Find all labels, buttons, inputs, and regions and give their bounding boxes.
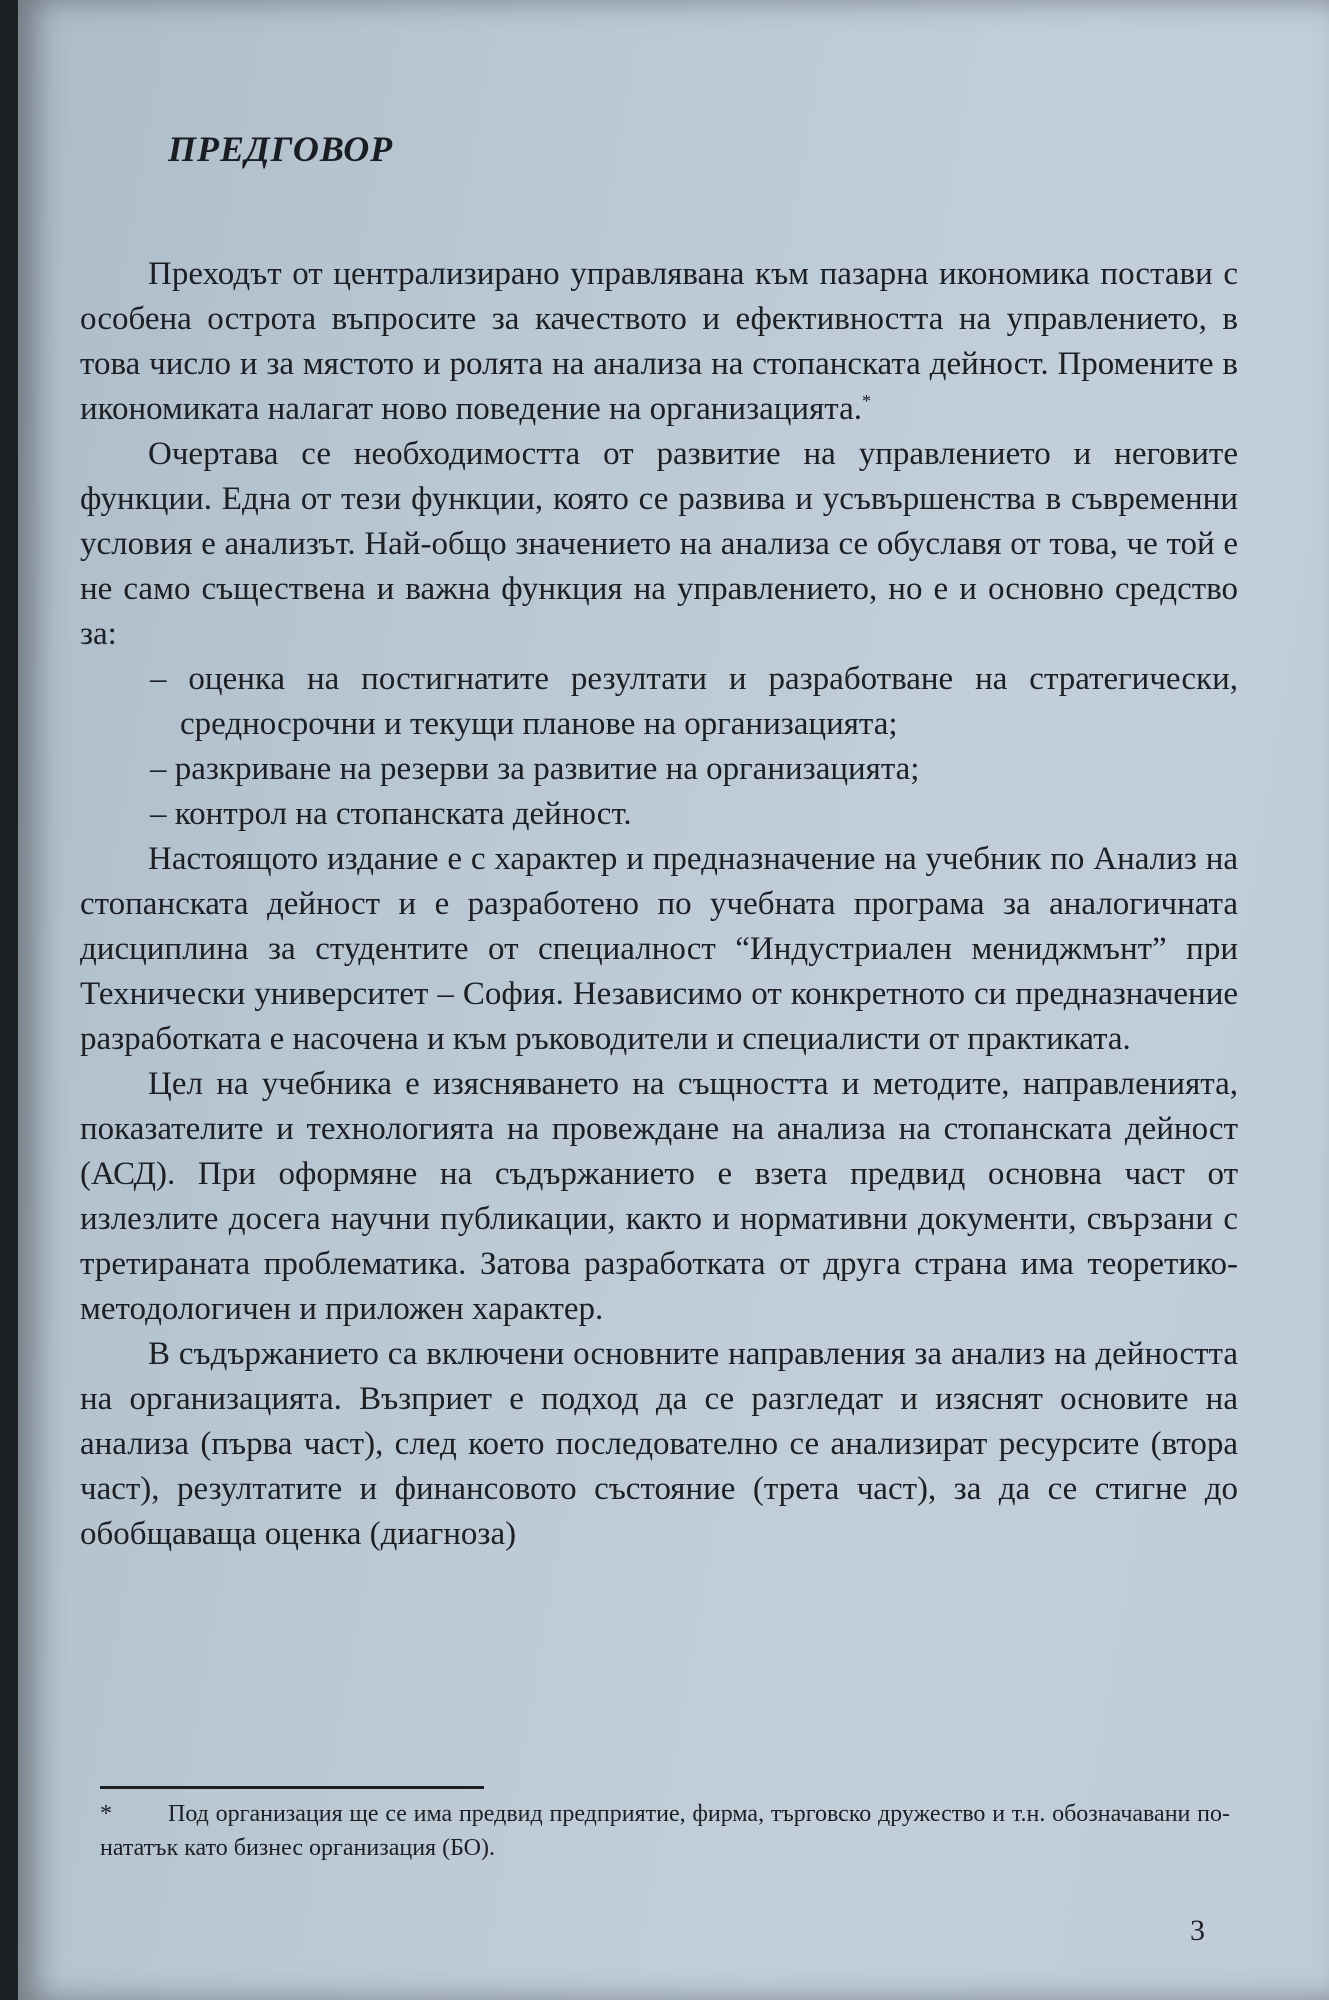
- book-page: [18, 0, 1329, 2000]
- page-number: 3: [1190, 1914, 1205, 1947]
- page-heading: ПРЕДГОВОР: [168, 129, 394, 169]
- paragraph-3: Настоящото издание е с характер и предназначение на учебник по Анализ на стопанската дейност и е разработено по учебната програма за аналогичната дисциплина за студентите от специалност “Индустриален мениджмънт” при Технически университет – София. Независимо от конкретното си предназначение разработката е насочена и към ръководители и специалисти от практиката.: [80, 841, 1238, 1057]
- paragraph-1-text: Преходът от централизирано управлявана към пазарна икономика постави с особена острота въпросите за качеството и ефективността на управлението, в това число и за мястото и ролята на анализа на стопанската дейност. Промените в икономиката налагат ново поведение на организацията.: [80, 256, 1238, 427]
- paragraph-5: В съдържанието са включени основните направления за анализ на дейността на организацията. Възприет е подход да се разгледат и изяснят основите на анализа (първа част), след което последователно се анализират ресурсите (втора част), резултатите и финансовото състояние (трета част), за да се стигне до обобщаваща оценка (диагноза): [80, 1336, 1238, 1552]
- footnote: [100, 1797, 1230, 1865]
- paragraph-2: Очертава се необходимостта от развитие на управлението и неговите функции. Една от тези функции, която се развива и усъвършенства в съвременни условия е анализът. Най-общо значението на анализа се обуславя от това, че той е не само съществена и важна функция на управлението, но е и основно средство за:: [80, 436, 1238, 652]
- bullet-list: [80, 657, 1238, 837]
- paragraph-4: Цел на учебника е изясняването на същността и методите, направленията, показателите и технологията на провеждане на анализа на стопанската дейност (АСД). При оформяне на съдържанието е взета предвид основна част от излезлите досега научни публикации, както и нормативни документи, свързани с третираната проблематика. Затова разработката от друга страна има теоретико-методологичен и приложен характер.: [80, 1066, 1238, 1327]
- footnote-reference: *: [862, 391, 871, 411]
- list-item: – контрол на стопанската дейност.: [150, 796, 632, 832]
- paragraph-1: [80, 252, 1238, 432]
- footnote-text: Под организация ще се има предвид предприятие, фирма, търговско дружество и т.н. обозначавани по-нататък като бизнес организация (БО).: [100, 1801, 1230, 1861]
- footnote-divider: [100, 1786, 484, 1789]
- footnote-mark: *: [100, 1801, 112, 1827]
- body-text: [80, 252, 1238, 1557]
- list-item: – разкриване на резерви за развитие на организацията;: [150, 751, 920, 787]
- list-item: – оценка на постигнатите резултати и разработване на стратегически, средносрочни и текущи планове на организацията;: [150, 661, 1238, 742]
